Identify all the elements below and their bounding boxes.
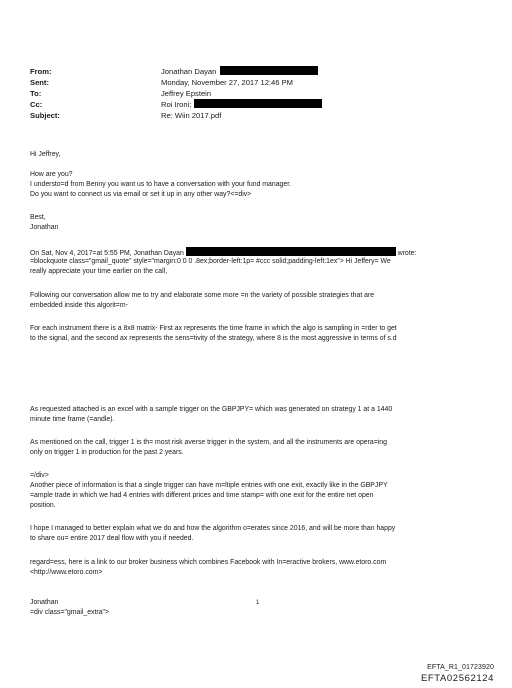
from-label: From:: [30, 67, 52, 76]
bates-number-2: EFTA02562124: [420, 673, 494, 684]
signoff: Best,: [30, 214, 46, 221]
body-line: As requested attached is an excel with a sample trigger on the GBPJPY= which was generated on strategy 1 at a 1440: [30, 406, 393, 413]
cc-value: [161, 99, 322, 110]
body-line: to the signal, and the second ax represents the sens=tivity of the strategy, where 8 is the most aggressive in terms of s.d: [30, 335, 397, 342]
body-line: I understo=d from Benny you want us to have a conversation with your fund manager.: [30, 181, 292, 188]
signature: Jonathan: [30, 599, 59, 606]
subject-value: Re: Wiin 2017.pdf: [161, 111, 222, 120]
quote-intro-wrote: wrote:: [397, 250, 417, 257]
body-line: to share ou= entire 2017 deal flow with you if needed.: [30, 535, 194, 542]
body-line: really appreciate your time earlier on the call,: [30, 268, 168, 275]
body-line: =div class="gmail_extra">: [30, 609, 110, 616]
email-header: [30, 66, 490, 126]
body-line: regard=ess, here is a link to our broker business which combines Facebook with In=eractive brokers, www.etoro.com: [30, 559, 387, 566]
body-line: position.: [30, 502, 56, 509]
greeting: Hi Jeffrey,: [30, 151, 61, 158]
body-line: How are you?: [30, 171, 73, 178]
to-value: Jeffrey Epstein: [161, 89, 212, 98]
subject-label: Subject:: [30, 111, 60, 120]
page-number: 1: [256, 600, 260, 606]
sent-label: Sent:: [30, 78, 49, 87]
cc-name: Roi Ironi;: [161, 100, 192, 109]
body-line: embedded inside this algorit=m-: [30, 302, 128, 309]
body-line: only on trigger 1 in production for the past 2 years.: [30, 449, 184, 456]
to-label: To:: [30, 89, 42, 98]
body-line: =/div>: [30, 472, 49, 479]
body-line: As mentioned on the call, trigger 1 is th= most risk averse trigger in the system, and all the instruments are opera=ing: [30, 439, 387, 446]
body-line: =blockquote class="gmail_quote" style="margin:0 0 0 .8ex;border-left:1p= #ccc solid;padding-left:1ex"> Hi Jeffery= We: [30, 258, 391, 265]
redaction-bar: [186, 247, 396, 256]
body-line: I hope I managed to better explain what we do and how the algorithm o=erates since 2016, and will be more than happy: [30, 525, 396, 532]
body-line: minute time frame (=andle).: [30, 416, 115, 423]
sent-value: Monday, November 27, 2017 12:46 PM: [161, 78, 293, 87]
body-link: <http://www.etoro.com>: [30, 569, 103, 576]
email-body: [30, 150, 485, 590]
body-line: Following our conversation allow me to try and elaborate some more =n the variety of possible strategies that are: [30, 292, 375, 299]
redaction-bar: [220, 66, 318, 75]
bates-number-1: EFTA_R1_01723920: [427, 664, 494, 671]
body-line: =ample trade in which we had 4 entries with different prices and time stamp= with one exit for the entire net open: [30, 492, 374, 499]
cc-label: Cc:: [30, 100, 43, 109]
body-line: Do you want to connect us via email or set it up in any other way?<=div>: [30, 191, 252, 198]
body-line: Another piece of information is that a single trigger can have m=ltiple entries with one exit, exactly like in the GBPJPY: [30, 482, 388, 489]
body-line: For each instrument there is a 8x8 matrix- First ax represents the time frame in which the algo is sampling in =rder to get: [30, 325, 397, 332]
redaction-bar: [194, 99, 322, 108]
signature: Jonathan: [30, 224, 59, 231]
from-value: [161, 66, 318, 77]
quote-intro: On Sat, Nov 4, 2017=at 5:55 PM, Jonathan Dayan: [30, 250, 184, 257]
from-name: Jonathan Dayan: [161, 67, 217, 76]
